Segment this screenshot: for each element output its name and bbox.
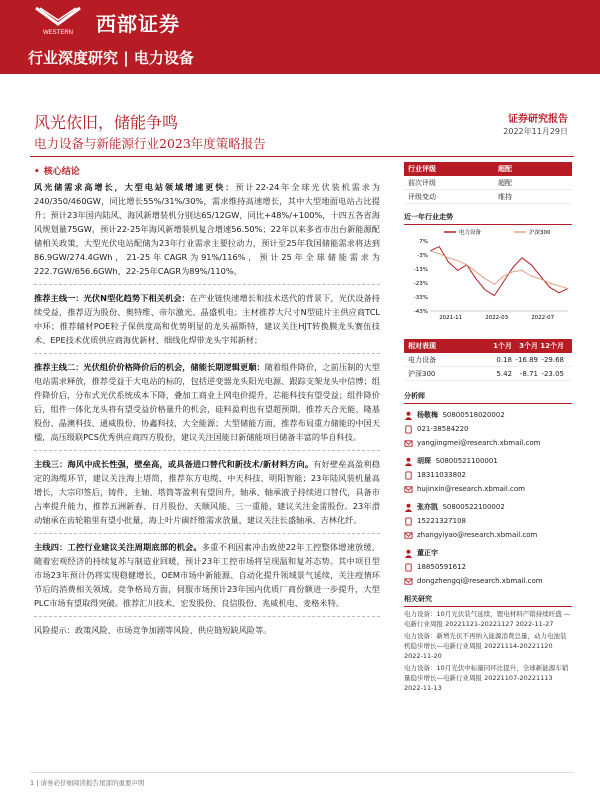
- analyst-email[interactable]: yangjingmei@research.xbmail.com: [417, 439, 541, 447]
- analyst-name: 董正宇: [417, 549, 438, 557]
- svg-text:WESTERN: WESTERN: [43, 30, 73, 36]
- analyst-phone-line: [404, 560, 572, 574]
- paragraph-mainline-3: 主线三：海风中成长性强，壁垒高，或具备进口替代和新技术/新材料方向。有好壁垒高盈利稳定的海缆环节，建议关注海上塔筒，推荐东方电缆、中天科技、明阳智能；23年陆风装机量高增长，大宗印签后，铸件、主轴、塔筒等盈利有望回升，轴承、轴承液子持续进口替代，具备市占率提升能力，推荐五洲新春、日月股份、天顺风能、三一重能，建议关注金雷股份。23年滑动轴承在齿轮箱里有望小批量，海上叶片碳纤维需求放量，建议关注长盛轴承、吉林化纤。: [34, 450, 380, 527]
- y-tick-label: 7%: [419, 239, 428, 245]
- analyst-name-line: [404, 546, 572, 560]
- report-date: 2022年11月29日: [503, 127, 568, 136]
- x-tick-label: 2022-07: [531, 315, 555, 321]
- analyst-phone-line: [404, 422, 572, 436]
- report-type: 证券研究报告: [508, 114, 568, 125]
- analyst-email-line: [404, 528, 572, 542]
- analyst-card: [404, 454, 572, 496]
- analyst-card: [404, 500, 572, 542]
- related-heading: 相关研究: [404, 594, 572, 607]
- rating-row: 评级变动 维持: [404, 190, 572, 204]
- analyst-phone-line: [404, 468, 572, 482]
- analyst-email-line: [404, 436, 572, 450]
- analyst-phone: 021-38584220: [417, 425, 469, 433]
- sidebar: [404, 162, 572, 693]
- mail-icon: [404, 531, 413, 540]
- person-icon: [404, 411, 413, 420]
- analyst-phone-line: [404, 514, 572, 528]
- performance-row: 沪深300 5.42 -8.71 -23.05: [404, 367, 572, 381]
- report-category: 行业深度研究 | 电力设备: [28, 49, 194, 67]
- paragraph-mainline-4: 主线四：工控行业建议关注周期底部的机会。多重不利因素冲击致使22年工控整体增速放缓，随着宏观经济的持续复苏与制造业回暖，预计23年工控市场将呈现温和复苏态势。其中项目型市场23年预计仍将实现稳健增长，OEM市场中新能源、自动化提升领域景气延续，关注疫情环节后的消费相关领域。竞争格局方面，伺服市场预计23年国内优质厂商份额进一步提升，大型PLC市场有望取得突破。推荐汇川技术、宏发股份、良信股份、兆威机电、麦格米特。: [34, 533, 380, 610]
- phone-icon: [404, 563, 413, 572]
- rating-row: 前次评级 超配: [404, 176, 572, 190]
- series-line: [430, 247, 568, 296]
- phone-icon: [404, 425, 413, 434]
- western-logo-icon: [28, 4, 88, 36]
- performance-header: 相对表现 1个月 3个月 12个月: [404, 339, 572, 353]
- top-banner: [0, 0, 600, 40]
- mail-icon: [404, 485, 413, 494]
- title-rule: [30, 156, 574, 157]
- analyst-list: [404, 408, 572, 588]
- mail-icon: [404, 439, 413, 448]
- rating-table: [404, 162, 572, 204]
- person-icon: [404, 503, 413, 512]
- footer: 1 | 请务必仔细阅读报告尾部的重要声明: [30, 779, 145, 787]
- series-line: [430, 251, 568, 289]
- trend-chart: [404, 225, 572, 325]
- y-tick-label: -23%: [413, 281, 428, 287]
- person-icon: [404, 457, 413, 466]
- analyst-email[interactable]: dongzhengqi@research.xbmail.com: [417, 577, 543, 585]
- phone-icon: [404, 517, 413, 526]
- category-bar: [0, 40, 600, 74]
- analyst-name-line: [404, 454, 572, 468]
- person-icon: [404, 549, 413, 558]
- chart-title: 近一年行业走势: [404, 212, 572, 225]
- analyst-cert: S0800522100002: [442, 503, 505, 511]
- report-subtitle: 电力设备与新能源行业2023年度策略报告: [34, 136, 266, 151]
- related-report[interactable]: 电力设备：新增光伏不再纳入能源消费总量，动力电池装机稳步增长—电新行业周报 20221114-20221120 2022-11-20: [404, 632, 567, 660]
- analyst-phone: 18311033802: [417, 471, 466, 479]
- analyst-email[interactable]: zhangyiyao@research.xbmail.com: [417, 531, 538, 539]
- performance-row: 电力设备 0.18 -16.89 -29.68: [404, 353, 572, 367]
- paragraph-mainline-2: 推荐主线二：光伏组价价格降价后的机会，储能长期逻辑更顺：随着组件降价，之前压制的大型电站需求释放，推荐受益于大电站的标的，包括逆变器龙头阳光电源、跟踪支架龙头中信博；组件降价后，分布式光伏系统成本下降，叠加工商业上网电价提升，芯能科技有望受益；组件降价后，组件一体化龙头将有望受益价格量升的机会，硅料盈利也有望超预期，推荐天合光能、隆基股份、晶澳科技、通威股份、协鑫科技，大全能源；大型储能方面，推荐布局重力储能的中国天楹，高压级联PCS优秀供应商四方股份，建议关注国能日新储能项目储备丰富的华自科技。: [34, 353, 380, 444]
- legend-label: 沪深300: [529, 230, 551, 236]
- related-report[interactable]: 电力设备：10月光伏装气延续，锂电材料产销持续旺盛 —电新行业周报 20221121-20221127 2022-11-27: [404, 610, 571, 628]
- page-number: 1: [30, 779, 35, 787]
- y-tick-label: -3%: [417, 253, 428, 259]
- analyst-name: 张亦凯: [417, 503, 438, 511]
- analyst-card: [404, 408, 572, 450]
- analyst-cert: S0800518020002: [442, 411, 505, 419]
- analyst-name: 杨敬梅: [417, 411, 438, 419]
- analyst-phone: 18850591612: [417, 563, 466, 571]
- footer-rule: [30, 772, 574, 773]
- analyst-name-line: [404, 500, 572, 514]
- analyst-phone: 15221327108: [417, 517, 466, 525]
- paragraph-demand: 风光储需求高增长，大型电站领域增速更快：预计22-24年全球光伏装机需求为240/350/460GW，同比增长55%/31%/30%，需求维持高速增长，其中大型地面电站占比提升；预计23年国内陆风、海风新增装机分别达65/12GW，同比+48%/+100%，十四五各省海风规划量75GW，预计22-25年海风新增装机复合增速56.50%；22年以来多省市出台新能源配储相关政策，大型光伏电站配储为23年行业需求主要拉动力，预计至25年我国储能需求将达到86.9GW/274.4GWh，21-25年CAGR为91%/116%，预计25年全球储能需求为222.7GW/656.6GWh，22-25年CAGR为89%/110%。: [34, 182, 380, 276]
- risk-warning: 风险提示：政策风险、市场竞争加剧等风险、供应链短缺风险等。: [34, 616, 380, 637]
- legend-label: 电力设备: [459, 230, 482, 236]
- report-title: 风光依旧，储能争鸣: [34, 113, 179, 132]
- x-tick-label: 2021-11: [439, 315, 463, 321]
- analyst-cert: S0800521100001: [435, 457, 498, 465]
- analyst-heading: 分析师: [404, 391, 572, 404]
- conclusion-body: [34, 180, 380, 643]
- x-tick-label: 2022-03: [485, 315, 509, 321]
- performance-table: [404, 339, 572, 381]
- related-report[interactable]: 电力设备：10月光伏中标量同环比提升，全球新能源车销量稳步增长—电新行业周报 20221107-20221113 2022-11-13: [404, 664, 569, 692]
- analyst-email-line: [404, 574, 572, 588]
- rating-header: 行业评级 超配: [404, 162, 572, 176]
- analyst-email-line: [404, 482, 572, 496]
- analyst-name: 胡琛: [417, 457, 431, 465]
- brand-name: 西部证券: [96, 12, 180, 36]
- y-tick-label: -33%: [413, 295, 428, 301]
- conclusion-heading: • 核心结论: [34, 164, 80, 177]
- y-tick-label: -43%: [413, 309, 428, 315]
- y-tick-label: -13%: [413, 267, 428, 273]
- analyst-name-line: [404, 408, 572, 422]
- analyst-card: [404, 546, 572, 588]
- disclaimer: 请务必仔细阅读报告尾部的重要声明: [40, 779, 145, 787]
- mail-icon: [404, 577, 413, 586]
- paragraph-mainline-1: 推荐主线一：光伏N型化趋势下相关机会：在产业链快速增长和技术迭代的背景下，光伏设备持续受益，推荐迈为股份、奥特维、帝尔激光、晶盛机电；主材推荐大尺寸N型硅片主供应商TCL中环；推荐辅材POE粒子保供度高和优势明显的龙头福斯特，建议关注HJT转换膜龙头赛伍技术、EPE技术优质供应商海优新材、细线化焊带龙头宇邦新材；: [34, 284, 380, 347]
- phone-icon: [404, 471, 413, 480]
- analyst-email[interactable]: hujinxin@research.xbmail.com: [417, 485, 525, 493]
